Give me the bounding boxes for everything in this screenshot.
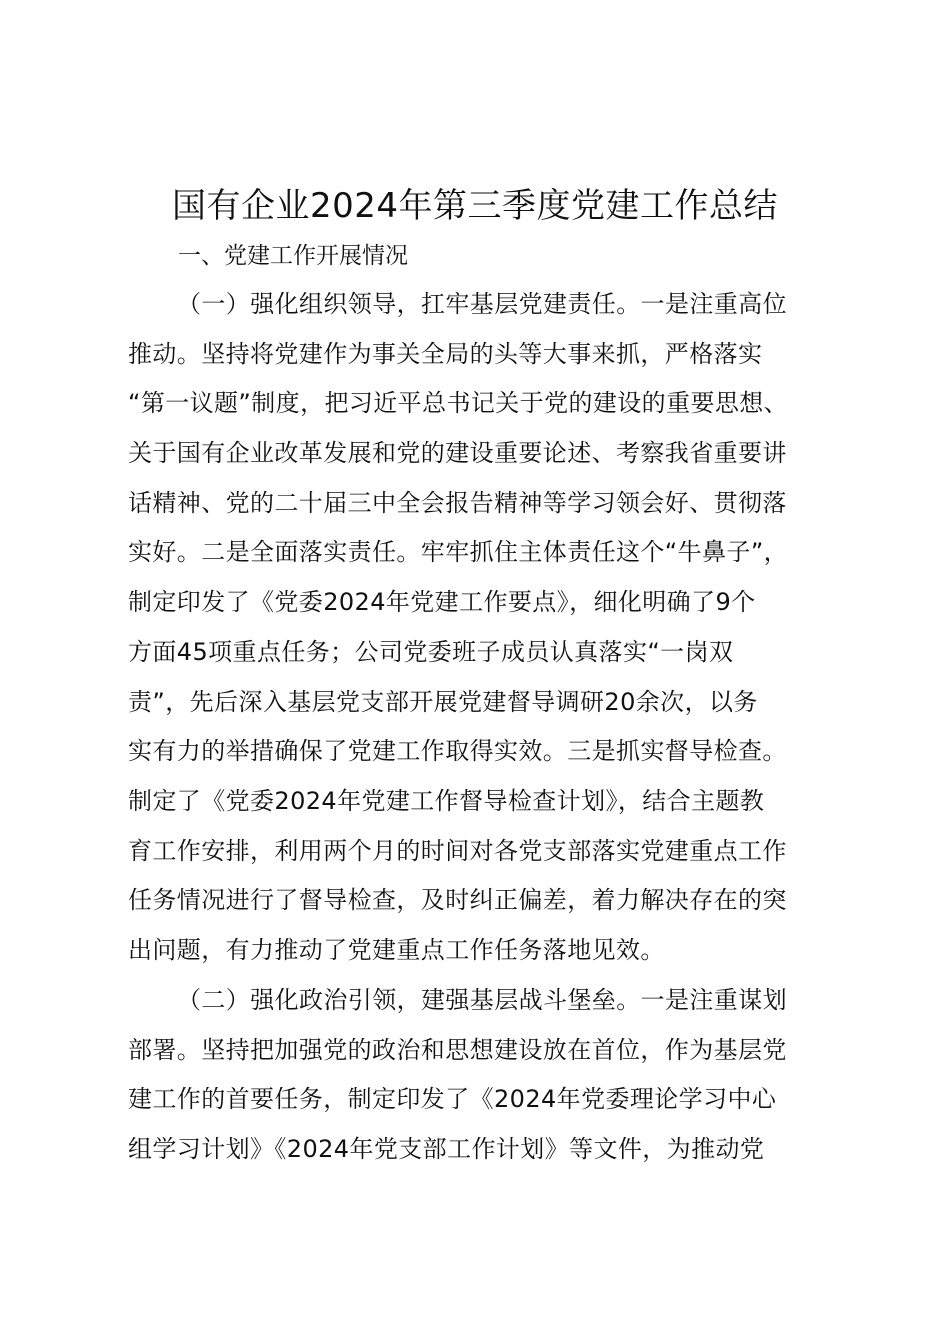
paragraph-line: 任务情况进行了督导检查，及时纠正偏差，着力解决存在的突 — [128, 886, 787, 915]
paragraph-line: 责”，先后深入基层党支部开展党建督导调研20余次，以务 — [128, 687, 758, 716]
paragraph-line: 关于国有企业改革发展和党的建设重要论述、考察我省重要讲 — [128, 439, 787, 468]
paragraph-line: 话精神、党的二十届三中全会报告精神等学习领会好、贯彻落 — [128, 488, 787, 517]
paragraph-line: 实好。二是全面落实责任。牢牢抓住主体责任这个“牛鼻子”， — [128, 538, 789, 567]
paragraph-line: 组学习计划》《2024年党支部工作计划》等文件，为推动党 — [128, 1135, 765, 1164]
paragraph — [128, 280, 850, 976]
paragraph-line: （二）强化政治引领，建强基层战斗堡垒。一是注重谋划 — [177, 986, 787, 1014]
section-heading: 一、党建工作开展情况 — [178, 243, 408, 269]
paragraph — [128, 976, 850, 1175]
paragraph-line: （一）强化组织领导，扛牢基层党建责任。一是注重高位 — [177, 290, 787, 318]
document-title: 国有企业2024年第三季度党建工作总结 — [171, 186, 779, 226]
paragraph-line: 制定了《党委2024年党建工作督导检查计划》，结合主题教 — [128, 786, 765, 815]
paragraph-line: 推动。坚持将党建作为事关全局的头等大事来抓，严格落实 — [128, 339, 763, 368]
paragraph-line: “第一议题”制度，把习近平总书记关于党的建设的重要思想、 — [128, 389, 789, 418]
paragraph-line: 部署。坚持把加强党的政治和思想建设放在首位，作为基层党 — [128, 1035, 787, 1064]
paragraph-line: 出问题，有力推动了党建重点工作任务落地见效。 — [128, 935, 665, 964]
paragraph-line: 建工作的首要任务，制定印发了《2024年党委理论学习中心 — [128, 1085, 777, 1114]
paragraph-line: 制定印发了《党委2024年党建工作要点》，细化明确了9个 — [128, 588, 756, 617]
paragraph-line: 实有力的举措确保了党建工作取得实效。三是抓实督导检查。 — [128, 737, 787, 766]
paragraph-line: 育工作安排，利用两个月的时间对各党支部落实党建重点工作 — [128, 836, 787, 865]
paragraph-line: 方面45项重点任务；公司党委班子成员认真落实“一岗双 — [128, 637, 734, 666]
